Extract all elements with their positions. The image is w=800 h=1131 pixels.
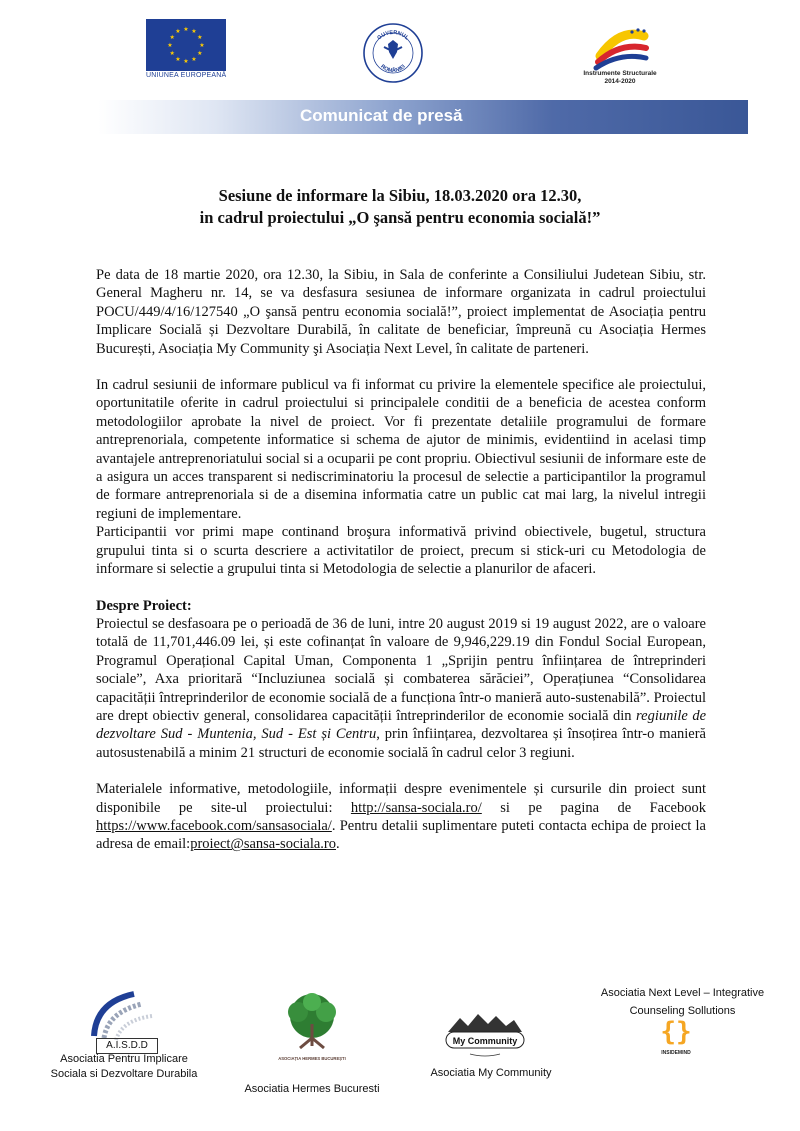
email-link[interactable]: proiect@sansa-sociala.ro bbox=[190, 836, 337, 853]
section-heading-despre: Despre Proiect: bbox=[96, 597, 192, 614]
eu-star-icon: ★ bbox=[191, 56, 197, 63]
eu-star-icon: ★ bbox=[197, 35, 203, 41]
next-level-caption-line2: Counseling Sollutions bbox=[629, 1005, 736, 1017]
my-community-caption: Asociatia My Community bbox=[430, 1067, 552, 1079]
materials-text-b: si pe pagina de Facebook bbox=[481, 799, 706, 816]
eu-star-icon: ★ bbox=[197, 51, 203, 57]
eu-star-icon: ★ bbox=[183, 59, 189, 65]
site-link[interactable]: http://sansa-sociala.ro/ bbox=[350, 799, 482, 816]
structural-label-line2: 2014-2020 bbox=[604, 78, 636, 85]
paragraph-participants: Participantii vor primi mape continand broşura informativă privind obiectivele, bugetul, structura grupului tinta si o scurta descriere a activitatilor de proiect, precum si stick-uri cu Metodologia de informare si selectie a grupului tinta si Metodologia de selectie a planurilor de afaceri. bbox=[96, 524, 706, 578]
paragraph-session: In cadrul sesiunii de informare publicul va fi informat cu privire la elementele specifice ale proiectului, oportunitatile oferite in cadrul proiectului si principalele conditii de a beneficia de acestea conform metodologiilor aprobate la nivel de proiect. Vor fi prezentate detaliile programului de formare antreprenoriala, competente informatice si schema de ajutor de minimis, evidentiind in acelasi timp avantajele antreprenoriatului social si a ocuparii pe cont propriu. Obiectivul sesiunii de informare este de a asigura un acces transparent si nediscriminatoriu la procesul de selectie a participantilor la programul de formare antreprenoriala si de a disemina informatia catre un public cat mai larg, la nivelul intregii regiuni de implementare. bbox=[96, 377, 706, 522]
aisdd-short-name: A.I.S.D.D bbox=[96, 1038, 158, 1054]
project-regions: regiunile de dezvoltare Sud - Muntenia, Sud - Est și Centru bbox=[96, 707, 707, 743]
document-title bbox=[60, 185, 740, 229]
eu-star-icon: ★ bbox=[169, 51, 175, 57]
seal-text: GUVERNUL bbox=[376, 29, 410, 42]
project-text-a: Proiectul se desfasoara pe o perioadă de 36 de luni, intre 20 august 2019 si 19 august 2022, are o valoare totală de 11,701,446.09 lei, și este cofinanțat în valoare de 9,946,229.19 din Fondul Social European, Programul Operațional Capital Uman, Componenta 1 „Sprijin pentru înființarea de întreprinderi sociale”, Axa prioritară “Incluziunea socială și combaterea sărăciei”, Operațiunea “Consolidarea capacității întreprinderilor de economie socială de a funcționa într-o manieră auto-sustenabilă”. Proiectul are drept obiectiv general, consolidarea capacității întreprinderilor de economie socială din bbox=[96, 615, 706, 724]
my-community-logo bbox=[440, 1010, 530, 1060]
structural-instruments-logo bbox=[580, 22, 660, 74]
banner-title: Comunicat de presă bbox=[300, 106, 463, 125]
eu-label: UNIUNEA EUROPEANĂ bbox=[146, 72, 227, 79]
eu-star-icon: ★ bbox=[169, 35, 175, 41]
eu-flag-logo bbox=[146, 19, 226, 71]
eu-star-icon: ★ bbox=[167, 43, 173, 49]
hermes-logo-text: ASOCIAȚIA HERMES BUCUREȘTI bbox=[278, 1056, 346, 1061]
paragraph-materials bbox=[96, 780, 706, 854]
aisdd-caption-line2: Sociala si Dezvoltare Durabila bbox=[50, 1068, 198, 1080]
my-community-logo-text: My Community bbox=[452, 1036, 518, 1046]
materials-text-a: Materialele informative, metodologiile, informații despre evenimentele și cursurile din proiect sunt disponibile pe site-ul proiectului: bbox=[96, 781, 706, 816]
eu-star-icon: ★ bbox=[183, 27, 189, 33]
document-body bbox=[96, 266, 706, 854]
facebook-link[interactable]: https://www.facebook.com/sansasociala/ bbox=[96, 817, 332, 834]
title-line2: in cadrul proiectului „O şansă pentru economia socială!” bbox=[199, 208, 601, 227]
project-text-b: , prin înființarea, dezvoltarea și însoțirea într-o manieră autosustenabilă a minim 21 structuri de economie socială în cadrul celor 3 regiuni. bbox=[96, 726, 706, 761]
eu-star-icon: ★ bbox=[199, 43, 205, 49]
eu-star-icon: ★ bbox=[191, 29, 197, 36]
aisdd-caption bbox=[34, 1052, 214, 1082]
hermes-caption: Asociatia Hermes Bucuresti bbox=[244, 1083, 380, 1095]
aisdd-logo bbox=[86, 988, 162, 1044]
svg-text:{}: {} bbox=[660, 1017, 692, 1047]
next-level-caption-line1: Asociatia Next Level – Integrative bbox=[600, 987, 765, 999]
structural-label-line1: Instrumente Structurale bbox=[583, 70, 657, 77]
insidemind-logo-text: INSIDEMIND bbox=[661, 1050, 691, 1056]
insidemind-logo bbox=[652, 1012, 700, 1058]
materials-text-c: . Pentru detalii suplimentare puteti contacta echipa de proiect la adresa de email: bbox=[96, 817, 706, 853]
eu-star-icon: ★ bbox=[175, 29, 181, 36]
government-seal-logo bbox=[362, 22, 424, 84]
eu-star-icon: ★ bbox=[175, 56, 181, 63]
title-line1: Sesiune de informare la Sibiu, 18.03.2020 ora 12.30, bbox=[218, 186, 582, 205]
aisdd-caption-line1: Asociatia Pentru Implicare bbox=[60, 1053, 188, 1065]
paragraph-intro: Pe data de 18 martie 2020, ora 12.30, la Sibiu, in Sala de conferinte a Consiliului Judetean Sibiu, str. General Magheru nr. 14, se va desfasura sesiunea de informare organizata in cadrul proiectului POCU/449/4/16/127540 „O şansă pentru economia socială!”, proiect implementat de Asociația pentru Implicare Socială și Dezvoltare Durabilă, în calitate de beneficiar, împreună cu Asociația Hermes București, Asociația My Community şi Asociația Next Level, în calitate de parteneri. bbox=[96, 267, 706, 357]
svg-text:ROMÂNIEI: ROMÂNIEI bbox=[379, 63, 407, 75]
structural-instruments-label bbox=[555, 70, 685, 86]
paragraph-project bbox=[96, 615, 706, 762]
materials-text-d: . bbox=[336, 836, 340, 853]
hermes-tree-logo bbox=[270, 990, 354, 1064]
